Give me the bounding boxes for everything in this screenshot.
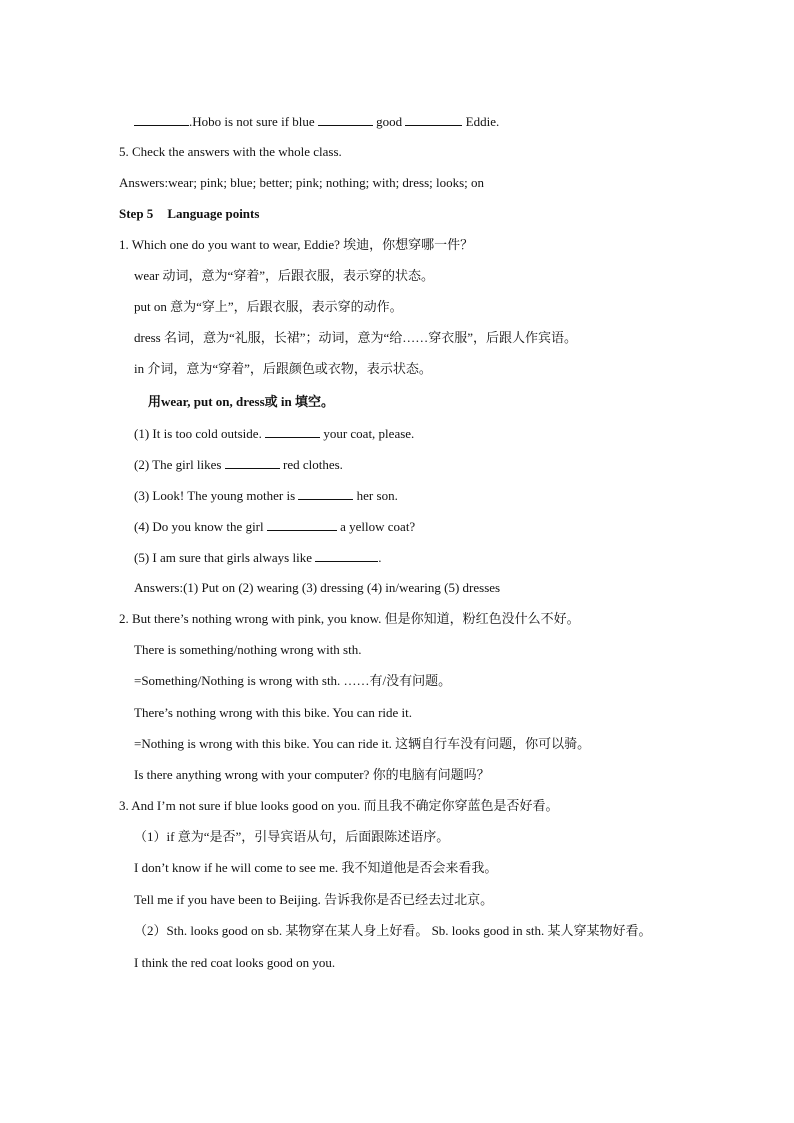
explanation-line: （2）Sth. looks good on sb. 某物穿在某人身上好看。 Sb. looks good in sth. 某人穿某物好看。 xyxy=(134,923,652,938)
example-line: There’s nothing wrong with this bike. You can ride it. xyxy=(134,705,413,720)
language-point-3: 3. And I’m not sure if blue looks good on you. 而且我不确定你穿蓝色是否好看。 xyxy=(119,798,559,813)
exercise-item: (5) I am sure that girls always like . xyxy=(134,550,382,565)
answers-line: Answers:(1) Put on (2) wearing (3) dressing (4) in/wearing (5) dresses xyxy=(134,580,501,595)
explanation-line: wear 动词，意为“穿着”，后跟衣服，表示穿的状态。 xyxy=(134,268,435,283)
example-line: I don’t know if he will come to see me. 我不知道他是否会来看我。 xyxy=(134,860,498,875)
instruction-line: 5. Check the answers with the whole class. xyxy=(119,144,342,159)
fill-blank xyxy=(225,456,280,469)
explanation-line: put on 意为“穿上”，后跟衣服，表示穿的动作。 xyxy=(134,299,403,314)
fill-blank xyxy=(405,113,462,126)
explanation-line: in 介词，意为“穿着”，后跟颜色或衣物，表示状态。 xyxy=(134,361,432,376)
answers-line: Answers:wear; pink; blue; better; pink; nothing; with; dress; looks; on xyxy=(119,175,485,190)
fill-blank xyxy=(298,487,353,500)
exercise-item: (2) The girl likes red clothes. xyxy=(134,457,343,472)
example-line: Tell me if you have been to Beijing. 告诉我你是否已经去过北京。 xyxy=(134,892,494,907)
fill-blank xyxy=(318,113,373,126)
example-line: Is there anything wrong with your computer? 你的电脑有问题吗？ xyxy=(134,767,490,782)
section-heading: Step 5 Language points xyxy=(119,206,260,221)
fill-blank xyxy=(315,549,378,562)
exercise-item: (4) Do you know the girl a yellow coat? xyxy=(134,519,416,534)
explanation-line: （1）if 意为“是否”，引导宾语从句，后面跟陈述语序。 xyxy=(134,829,450,844)
example-line: I think the red coat looks good on you. xyxy=(134,955,336,970)
language-point-2: 2. But there’s nothing wrong with pink, you know. 但是你知道，粉红色没什么不好。 xyxy=(119,611,580,626)
fill-blank xyxy=(134,113,189,126)
explanation-line: dress 名词，意为“礼服，长裙”；动词，意为“给……穿衣服”，后跟人作宾语。 xyxy=(134,330,578,345)
language-point-1: 1. Which one do you want to wear, Eddie? 埃迪，你想穿哪一件？ xyxy=(119,237,474,252)
fill-blank xyxy=(267,518,337,531)
explanation-line: There is something/nothing wrong with sth. xyxy=(134,642,362,657)
exercise-item: (3) Look! The young mother is her son. xyxy=(134,488,398,503)
explanation-line: =Something/Nothing is wrong with sth. ……有/没有问题。 xyxy=(134,673,452,688)
exercise-item: (1) It is too cold outside. your coat, please. xyxy=(134,426,415,441)
fill-blank xyxy=(265,425,320,438)
example-line: =Nothing is wrong with this bike. You can ride it. 这辆自行车没有问题，你可以骑。 xyxy=(134,736,591,751)
exercise-heading: 用wear, put on, dress或 in 填空。 xyxy=(148,394,334,409)
exercise-sentence-line: .Hobo is not sure if blue good Eddie. xyxy=(134,113,499,130)
